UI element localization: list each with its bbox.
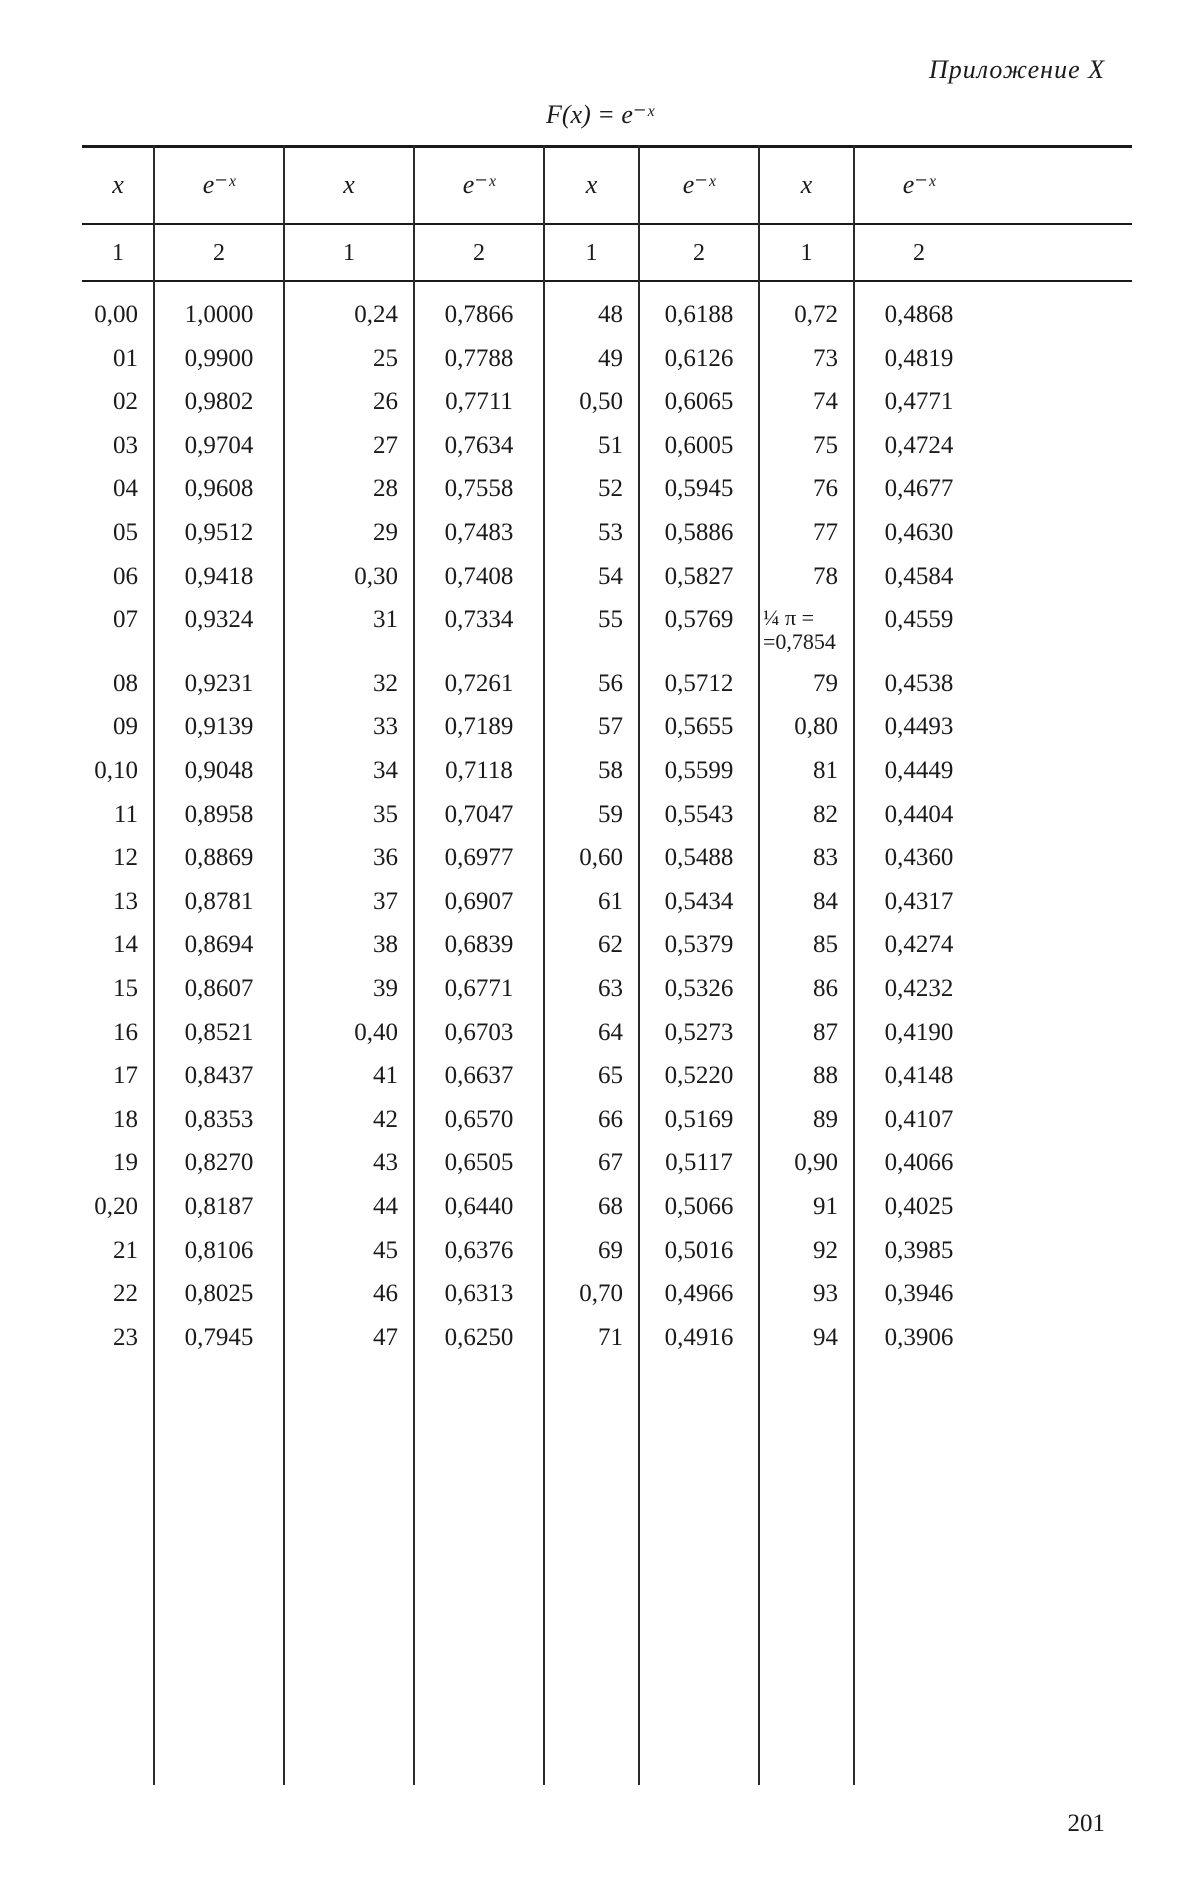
exp-value: 0,4559	[884, 606, 954, 634]
exp-value: 0,4868	[884, 301, 954, 328]
exp-column-header: e⁻ˣ	[462, 170, 496, 199]
x-value: 64	[598, 1018, 623, 1046]
x-value: 33	[373, 713, 398, 741]
exp-value: 0,4107	[884, 1105, 954, 1133]
x-value: 0,90	[794, 1149, 838, 1177]
x-column-number: 1	[343, 240, 355, 266]
exp-value: 0,5886	[664, 519, 734, 546]
exponential-table	[82, 145, 1132, 1785]
x-value: ¼ π = =0,7854	[763, 605, 836, 655]
x-value: 86	[813, 975, 838, 1002]
exp-value: 0,9418	[184, 562, 254, 590]
exp-value: 0,4360	[884, 844, 954, 872]
exp-value: 0,5434	[664, 887, 734, 915]
x-value: 09	[113, 713, 138, 741]
x-value: 89	[813, 1105, 838, 1133]
exp-value: 0,6440	[444, 1193, 514, 1220]
x-column-number: 1	[585, 240, 598, 266]
x-value: 39	[373, 975, 398, 1002]
exp-value: 0,6703	[444, 1018, 514, 1046]
exp-column-number: 2	[213, 240, 225, 266]
exp-value: 0,7711	[445, 388, 513, 416]
exp-column-header: e⁻ˣ	[682, 170, 716, 199]
x-value: 84	[813, 887, 838, 915]
x-column-header: x	[112, 170, 124, 199]
exp-value: 0,4232	[884, 975, 954, 1002]
exp-value: 0,5169	[664, 1105, 734, 1133]
exp-value: 0,4771	[884, 388, 954, 416]
exp-value: 0,6977	[444, 844, 514, 872]
exp-value: 0,5326	[664, 975, 734, 1002]
exp-value: 0,7634	[444, 431, 514, 459]
exp-value: 0,7558	[444, 475, 514, 503]
exp-value: 0,6313	[444, 1280, 514, 1308]
exp-value: 0,5543	[664, 800, 734, 828]
x-value: 85	[813, 931, 838, 959]
exp-value: 0,6570	[444, 1105, 514, 1133]
exp-value: 0,4584	[884, 562, 954, 590]
exp-value: 0,5827	[664, 562, 734, 590]
x-value: 07	[113, 606, 138, 634]
exp-column-number: 2	[473, 240, 485, 266]
exp-value: 0,5599	[664, 757, 734, 784]
x-value: 13	[113, 887, 138, 915]
exp-value: 0,3985	[884, 1236, 954, 1264]
x-value: 55	[598, 606, 623, 634]
exp-value: 0,7788	[444, 344, 514, 372]
x-value: 77	[813, 519, 838, 546]
x-value: 0,72	[794, 301, 838, 328]
x-value: 0,80	[794, 713, 838, 741]
x-value: 46	[373, 1280, 398, 1308]
exp-value: 0,6637	[444, 1062, 514, 1090]
x-value: 04	[113, 475, 138, 503]
x-value: 74	[813, 388, 838, 416]
exp-value: 0,7334	[444, 606, 514, 634]
exp-value: 0,8025	[184, 1280, 254, 1308]
exp-value: 0,6188	[664, 301, 734, 328]
x-value: 49	[598, 344, 623, 372]
x-value: 58	[598, 757, 623, 784]
x-value: 03	[113, 431, 138, 459]
exp-value: 0,9139	[184, 713, 254, 741]
exp-value: 1,0000	[184, 301, 254, 328]
exp-value: 0,7408	[444, 562, 514, 590]
x-value: 44	[373, 1193, 398, 1220]
exp-value: 0,8781	[184, 887, 254, 915]
x-value: 68	[598, 1193, 623, 1220]
x-value: 0,10	[94, 757, 138, 784]
exp-value: 0,8270	[184, 1149, 254, 1177]
exp-value: 0,5117	[665, 1149, 733, 1177]
x-value: 29	[373, 519, 398, 546]
exp-value: 0,4066	[884, 1149, 954, 1177]
exp-value: 0,8353	[184, 1105, 254, 1133]
x-value: 88	[813, 1062, 838, 1090]
x-value: 47	[373, 1323, 398, 1351]
table-formula: F(x) = e⁻ˣ	[546, 100, 654, 129]
x-value: 28	[373, 475, 398, 503]
x-value: 59	[598, 800, 623, 828]
exp-value: 0,6376	[444, 1236, 514, 1264]
exp-value: 0,7483	[444, 519, 514, 546]
x-value: 26	[373, 388, 398, 416]
x-value: 0,70	[579, 1280, 623, 1308]
exp-value: 0,5655	[664, 713, 734, 741]
exp-value: 0,9231	[184, 669, 254, 697]
exp-value: 0,5945	[664, 475, 734, 503]
exp-value: 0,5379	[664, 931, 734, 959]
exp-value: 0,4317	[884, 887, 954, 915]
x-value: 66	[598, 1105, 623, 1133]
x-value: 11	[113, 800, 138, 828]
exp-value: 0,5488	[664, 844, 734, 872]
exp-value: 0,4025	[884, 1193, 954, 1220]
x-value: 79	[813, 669, 838, 697]
x-value: 34	[373, 757, 398, 784]
exp-column-header: e⁻ˣ	[902, 170, 936, 199]
exp-value: 0,4966	[664, 1280, 734, 1308]
x-value: 38	[373, 931, 398, 959]
exp-value: 0,6065	[664, 388, 734, 416]
exp-value: 0,9512	[184, 519, 254, 546]
x-value: 42	[373, 1105, 398, 1133]
x-value: 92	[813, 1236, 838, 1264]
x-value: 37	[373, 887, 398, 915]
table-top-rule	[82, 145, 1132, 148]
exp-value: 0,4916	[664, 1323, 734, 1351]
x-value: 32	[373, 669, 398, 697]
exp-value: 0,8437	[184, 1062, 254, 1090]
exp-value: 0,5016	[664, 1236, 734, 1264]
x-value: 94	[813, 1323, 838, 1351]
x-value: 81	[813, 757, 838, 784]
x-value: 75	[813, 431, 838, 459]
x-value: 17	[113, 1062, 138, 1090]
exp-value: 0,3906	[884, 1323, 954, 1351]
x-value: 0,50	[579, 388, 623, 416]
x-value: 35	[373, 800, 398, 828]
x-value: 0,40	[354, 1018, 398, 1046]
x-value: 0,30	[354, 562, 398, 590]
x-value: 83	[813, 844, 838, 872]
exp-column-number: 2	[693, 240, 705, 266]
exp-value: 0,8106	[184, 1236, 254, 1264]
exp-value: 0,9900	[184, 344, 254, 372]
exp-value: 0,9048	[184, 757, 254, 784]
x-value: 14	[113, 931, 138, 959]
exp-value: 0,5220	[664, 1062, 734, 1090]
x-value: 63	[598, 975, 623, 1002]
x-value: 62	[598, 931, 623, 959]
x-value: 65	[598, 1062, 623, 1090]
x-value: 23	[113, 1323, 138, 1351]
exp-value: 0,6907	[444, 887, 514, 915]
exp-value: 0,9324	[184, 606, 254, 634]
exp-value: 0,4724	[884, 431, 954, 459]
x-column-header: x	[585, 170, 598, 199]
exp-value: 0,6839	[444, 931, 514, 959]
x-value: 18	[113, 1105, 138, 1133]
exp-value: 0,4819	[884, 344, 954, 372]
exp-value: 0,6505	[444, 1149, 514, 1177]
x-value: 22	[113, 1280, 138, 1308]
exp-value: 0,8187	[184, 1193, 254, 1220]
appendix-label: Приложение X	[929, 55, 1105, 84]
exp-value: 0,5273	[664, 1018, 734, 1046]
exp-value: 0,5769	[664, 606, 734, 634]
exp-value: 0,9608	[184, 475, 254, 503]
exp-value: 0,7866	[444, 301, 514, 328]
exp-value: 0,4274	[884, 931, 954, 959]
exp-value: 0,4677	[884, 475, 954, 503]
x-column-header: x	[800, 170, 813, 199]
exp-value: 0,7118	[445, 757, 513, 784]
x-value: 31	[373, 606, 398, 634]
x-value: 0,24	[354, 301, 398, 328]
exp-value: 0,6005	[664, 431, 734, 459]
x-value: 12	[113, 844, 138, 872]
x-value: 73	[813, 344, 838, 372]
page-number: 201	[1067, 1810, 1105, 1837]
x-value: 45	[373, 1236, 398, 1264]
exp-value: 0,8958	[184, 800, 254, 828]
x-value: 27	[373, 431, 398, 459]
exp-value: 0,7261	[444, 669, 514, 697]
x-value: 0,00	[94, 301, 138, 328]
x-value: 02	[113, 388, 138, 416]
x-value: 78	[813, 562, 838, 590]
exp-value: 0,4449	[884, 757, 954, 784]
exp-value: 0,8869	[184, 844, 254, 872]
x-value: 25	[373, 344, 398, 372]
x-value: 08	[113, 669, 138, 697]
x-value: 87	[813, 1018, 838, 1046]
x-value: 19	[113, 1149, 138, 1177]
exp-value: 0,6250	[444, 1323, 514, 1351]
exp-value: 0,4538	[884, 669, 954, 697]
x-value: 0,60	[579, 844, 623, 872]
exp-value: 0,7945	[184, 1323, 254, 1351]
x-value: 36	[373, 844, 398, 872]
x-value: 93	[813, 1280, 838, 1308]
x-value: 67	[598, 1149, 623, 1177]
exp-value: 0,5066	[664, 1193, 734, 1220]
exp-value: 0,4404	[884, 800, 954, 828]
x-value: 05	[113, 519, 138, 546]
x-value: 56	[598, 669, 623, 697]
x-value: 15	[113, 975, 138, 1002]
x-column-number: 1	[112, 240, 124, 266]
exp-value: 0,4190	[884, 1018, 954, 1046]
x-value: 71	[598, 1323, 623, 1351]
x-value: 06	[113, 562, 138, 590]
exp-value: 0,8607	[184, 975, 254, 1002]
exp-column-number: 2	[913, 240, 925, 266]
x-value: 61	[598, 887, 623, 915]
exp-value: 0,7189	[444, 713, 514, 741]
exp-value: 0,6126	[664, 344, 734, 372]
exp-value: 0,8694	[184, 931, 254, 959]
header-rule	[82, 223, 1132, 225]
x-value: 41	[373, 1062, 398, 1090]
x-value: 51	[598, 431, 623, 459]
exp-value: 0,6771	[444, 975, 514, 1002]
x-value: 76	[813, 475, 838, 503]
x-value: 91	[813, 1193, 838, 1220]
x-value: 01	[113, 344, 138, 372]
x-column-number: 1	[800, 240, 813, 266]
exp-value: 0,9802	[184, 388, 254, 416]
x-value: 43	[373, 1149, 398, 1177]
x-column-header: x	[343, 170, 355, 199]
x-value: 82	[813, 800, 838, 828]
exp-value: 0,4493	[884, 713, 954, 741]
x-value: 21	[113, 1236, 138, 1264]
x-value: 0,20	[94, 1193, 138, 1220]
x-value: 16	[113, 1018, 138, 1046]
exp-value: 0,8521	[184, 1018, 254, 1046]
x-value: 57	[598, 713, 623, 741]
exp-value: 0,7047	[444, 800, 514, 828]
exp-column-header: e⁻ˣ	[202, 170, 236, 199]
x-value: 52	[598, 475, 623, 503]
exp-value: 0,4630	[884, 519, 954, 546]
exp-value: 0,9704	[184, 431, 254, 459]
x-value: 53	[598, 519, 623, 546]
x-value: 54	[598, 562, 623, 590]
exp-value: 0,5712	[664, 669, 734, 697]
exp-value: 0,3946	[884, 1280, 954, 1308]
numbers-rule	[82, 280, 1132, 282]
exp-value: 0,4148	[884, 1062, 954, 1090]
x-value: 48	[598, 301, 623, 328]
x-value: 69	[598, 1236, 623, 1264]
